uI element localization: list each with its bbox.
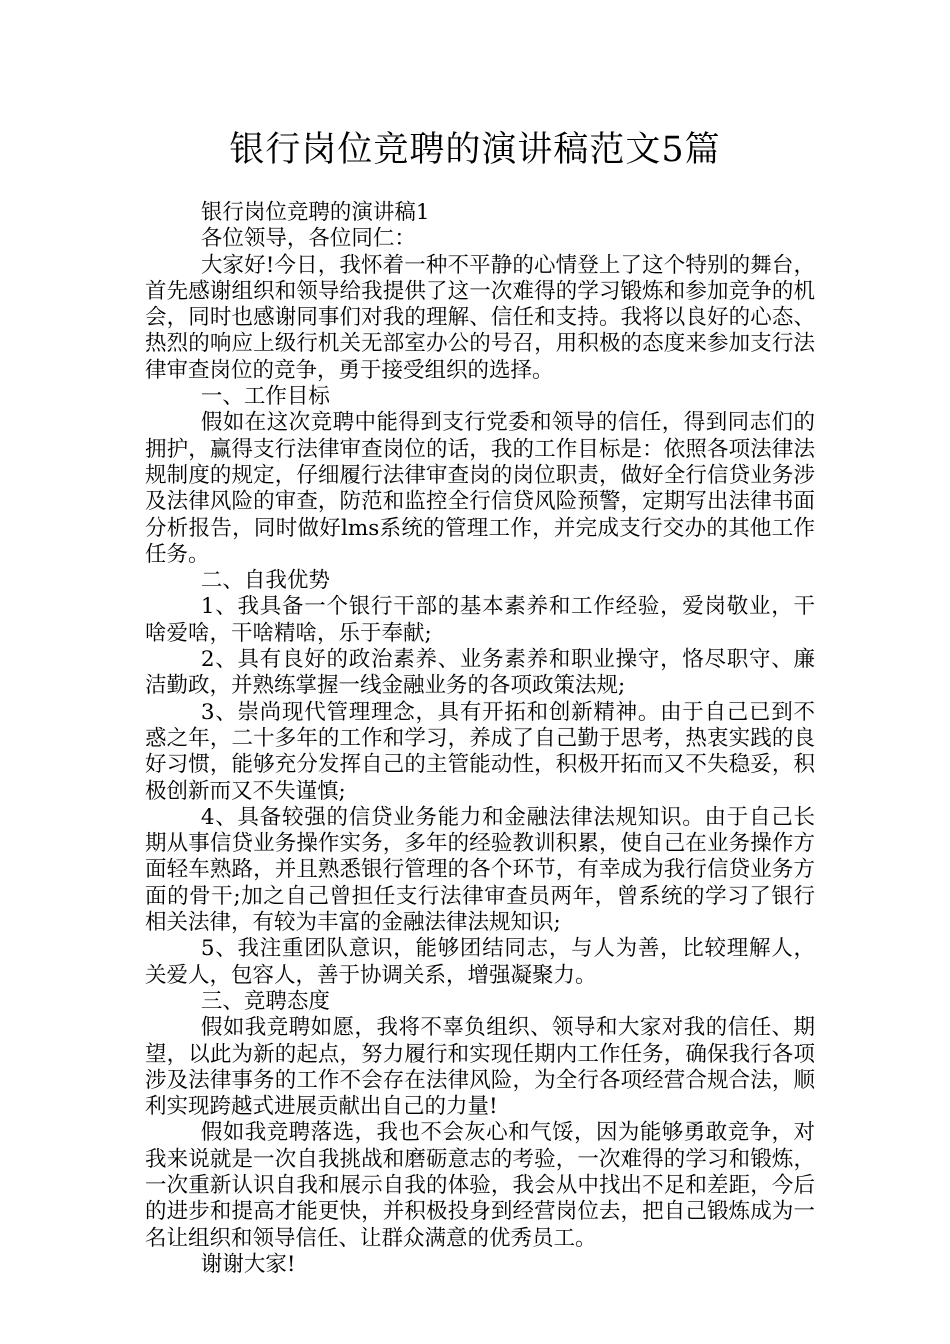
paragraph-opening: 大家好!今日，我怀着一种不平静的心情登上了这个特别的舞台，首先感谢组织和领导给我提供了这一次难得的学习锻炼和参加竞争的机会，同时也感谢同事们对我的理解、信任和支持。我将以良好的心态、热烈的响应上级行机关无部室办公的号召，用积极的态度来参加支行法律审查岗位的竞争，勇于接受组织的选择。	[145, 252, 815, 383]
section-heading-strengths: 二、自我优势	[200, 568, 330, 594]
strength-item-3: 3、崇尚现代管理理念，具有开拓和创新精神。由于自己已到不惑之年，二十多年的工作和学习，养成了自己勤于思考，热衷实践的良好习惯，能够充分发挥自己的主管能动性，积极开拓而又不失稳妥，积极创新而又不失谨慎;	[145, 699, 815, 804]
document-body	[145, 200, 815, 1278]
strength-item-4: 4、具备较强的信贷业务能力和金融法律法规知识。由于自己长期从事信贷业务操作实务，多年的经验教训积累，使自己在业务操作方面轻车熟路，并且熟悉银行管理的各个环节，有幸成为我行信贷业务方面的骨干;加之自己曾担任支行法律审查员两年，曾系统的学习了银行相关法律，有较为丰富的金融法律法规知识;	[145, 804, 815, 936]
paragraph-if-success: 假如我竞聘如愿，我将不辜负组织、领导和大家对我的信任、期望，以此为新的起点，努力履行和实现任期内工作任务，确保我行各项涉及法律事务的工作不会存在法律风险，为全行各项经营合规合法，顺利实现跨越式进展贡献出自己的力量!	[145, 1015, 815, 1120]
speech-heading: 银行岗位竞聘的演讲稿1	[200, 200, 430, 225]
salutation: 各位领导，各位同仁：	[200, 226, 416, 252]
paragraph-goals: 假如在这次竞聘中能得到支行党委和领导的信任，得到同志们的拥护，赢得支行法律审查岗位的话，我的工作目标是：依照各项法律法规制度的规定，仔细履行法律审查岗的岗位职责，做好全行信贷业务涉及法律风险的审查，防范和监控全行信贷风险预警，定期写出法律书面分析报告，同时做好lms系统的管理工作，并完成支行交办的其他工作任务。	[145, 410, 815, 567]
document-title: 银行岗位竞聘的演讲稿范文5篇	[229, 130, 721, 170]
section-heading-attitude: 三、竞聘态度	[200, 988, 330, 1014]
strength-item-5: 5、我注重团队意识，能够团结同志，与人为善，比较理解人，关爱人，包容人，善于协调关系，增强凝聚力。	[145, 936, 815, 988]
strength-item-1: 1、我具备一个银行干部的基本素养和工作经验，爱岗敬业，干啥爱啥，干啥精啥，乐于奉献;	[145, 594, 815, 646]
closing-thanks: 谢谢大家!	[200, 1251, 296, 1277]
strength-item-2: 2、具有良好的政治素养、业务素养和职业操守，恪尽职守、廉洁勤政，并熟练掌握一线金融业务的各项政策法规;	[145, 647, 815, 699]
section-heading-goals: 一、工作目标	[200, 384, 330, 410]
paragraph-if-fail: 假如我竞聘落选，我也不会灰心和气馁，因为能够勇敢竞争，对我来说就是一次自我挑战和磨砺意志的考验，一次难得的学习和锻炼，一次重新认识自我和展示自我的体验，我会从中找出不足和差距，今后的进步和提高才能更快，并积极投身到经营岗位去，把自己锻炼成为一名让组织和领导信任、让群众满意的优秀员工。	[145, 1120, 815, 1251]
